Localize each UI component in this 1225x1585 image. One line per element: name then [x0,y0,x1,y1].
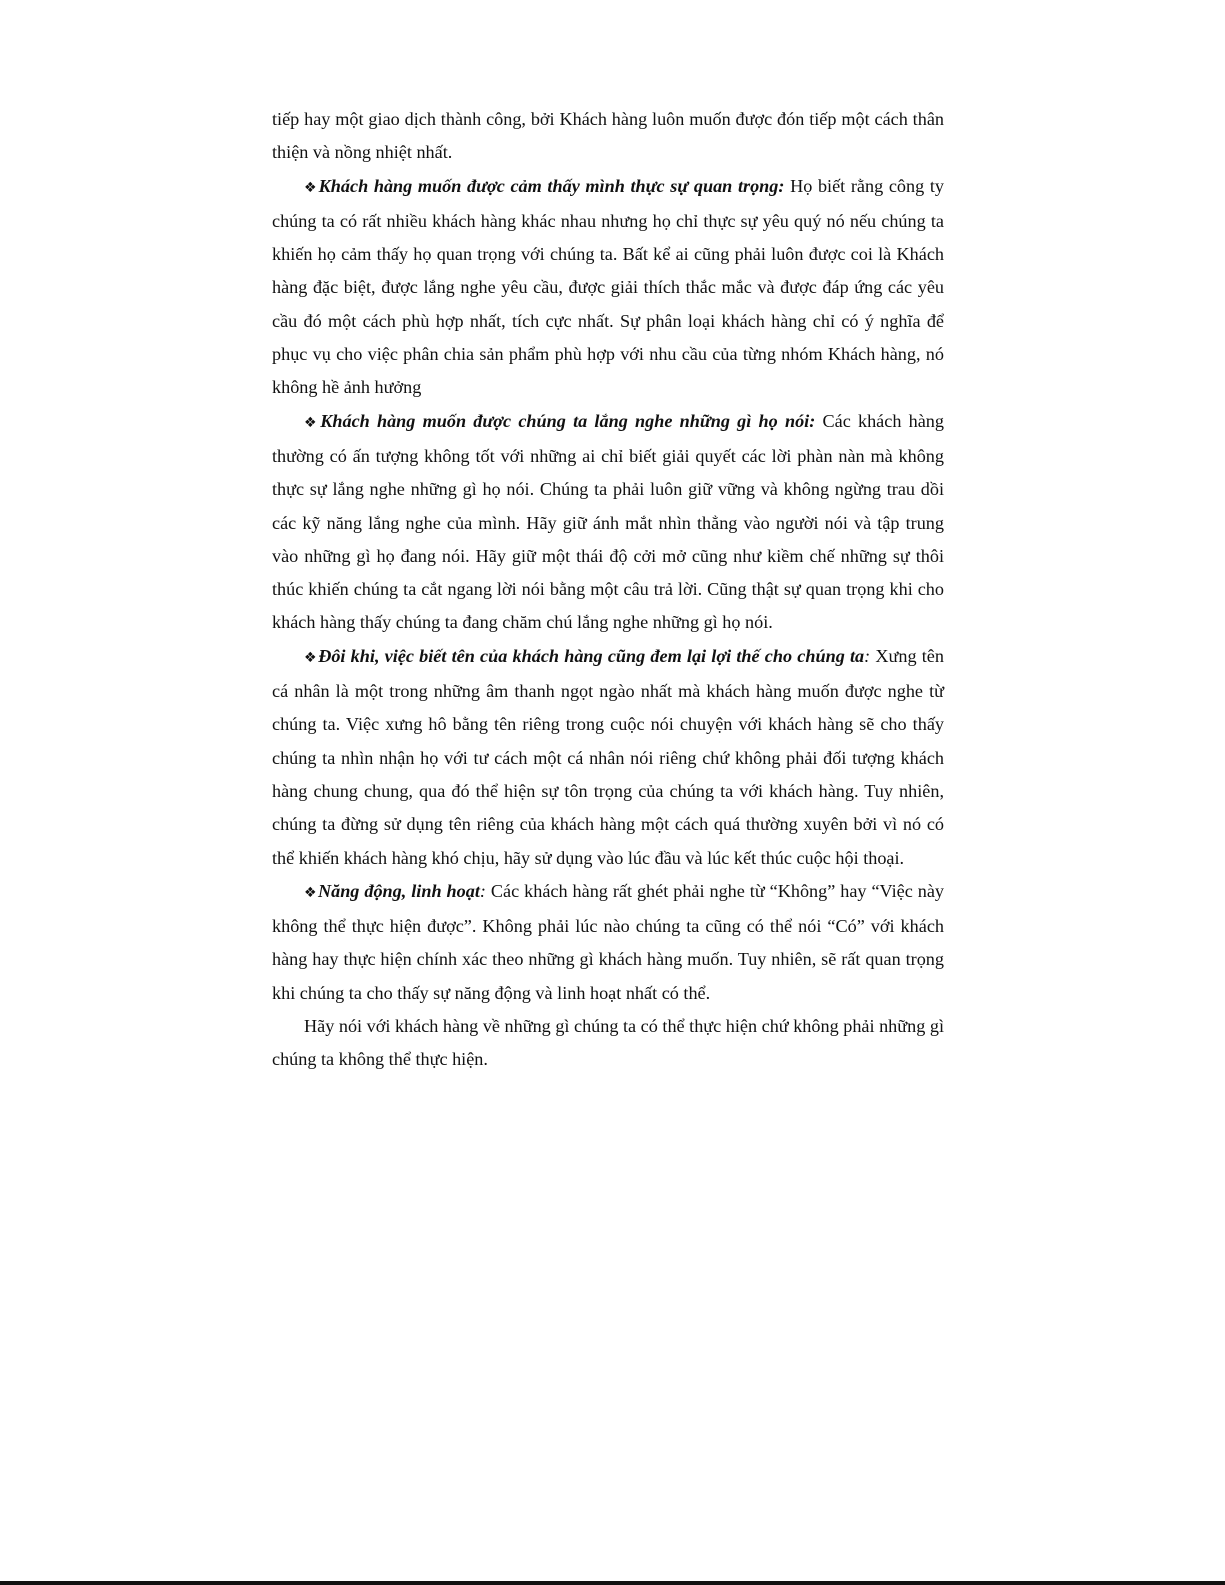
paragraph-text: Hãy nói với khách hàng về những gì chúng ta có thể thực hiện chứ không phải những gì chúng ta không thể thực hiện. [272,1016,945,1070]
paragraph-text: tiếp hay một giao dịch thành công, bởi Khách hàng luôn muốn được đón tiếp một cách thân thiện và nồng nhiệt nhất. [272,109,944,163]
bullet-heading [304,646,864,666]
diamond-bullet-icon: ❖ [304,884,317,901]
paragraph-continuation [272,103,944,170]
bullet-heading-text: Đôi khi, việc biết tên của khách hàng cũng đem lại lợi thế cho chúng ta [318,645,865,666]
closing-paragraph [272,1010,944,1077]
bullet-heading [304,881,480,901]
document-page [272,103,944,1077]
paragraph-text: Các khách hàng thường có ấn tượng không tốt với những ai chỉ biết giải quyết các lời phàn nàn mà không thực sự lắng nghe những gì họ nói. Chúng ta phải luôn giữ vững và không ngừng trau dồi các kỹ năng lắng nghe của mình. Hãy giữ ánh mắt nhìn thẳng vào người nói và tập trung vào những gì họ đang nói. Hãy giữ một thái độ cởi mở cũng như kiềm chế những sự thôi thúc khiến chúng ta cắt ngang lời nói bằng một câu trả lời. Cũng thật sự quan trọng khi cho khách hàng thấy chúng ta đang chăm chú lắng nghe những gì họ nói. [272,410,944,633]
diamond-bullet-icon: ❖ [304,179,318,196]
bullet-paragraph-flexible [272,875,944,1010]
bullet-heading-text: Khách hàng muốn được cảm thấy mình thực sự quan trọng: [318,175,785,196]
paragraph-text: Các khách hàng rất ghét phải nghe từ “Không” hay “Việc này không thể thực hiện được”. Không phải lúc nào chúng ta cũng có thể nói “Có” với khách hàng hay thực hiện chính xác theo những gì khách hàng muốn. Tuy nhiên, sẽ rất quan trọng khi chúng ta cho thấy sự năng động và linh hoạt nhất có thể. [272,880,944,1003]
bullet-heading-text: Năng động, linh hoạt [317,880,480,901]
paragraph-text: Họ biết rằng công ty chúng ta có rất nhiều khách hàng khác nhau nhưng họ chỉ thực sự yêu quý nó nếu chúng ta khiến họ cảm thấy họ quan trọng với chúng ta. Bất kể ai cũng phải luôn được coi là Khách hàng đặc biệt, được lắng nghe yêu cầu, được giải thích thắc mắc và được đáp ứng các yêu cầu đó một cách phù hợp nhất, tích cực nhất. Sự phân loại khách hàng chỉ có ý nghĩa để phục vụ cho việc phân chia sản phẩm phù hợp với nhu cầu của từng nhóm Khách hàng, nó không hề ảnh hưởng [272,175,944,398]
diamond-bullet-icon: ❖ [304,414,320,431]
bullet-heading-text: Khách hàng muốn được chúng ta lắng nghe những gì họ nói: [320,410,816,431]
heading-colon: : [479,880,486,901]
bullet-paragraph-listening [272,405,944,640]
bullet-heading [304,176,784,196]
bullet-heading [304,411,815,431]
bullet-paragraph-names [272,640,944,875]
paragraph-text: Xưng tên cá nhân là một trong những âm thanh ngọt ngào nhất mà khách hàng muốn được nghe từ chúng ta. Việc xưng hô bằng tên riêng trong cuộc nói chuyện với khách hàng sẽ cho thấy chúng ta nhìn nhận họ với tư cách một cá nhân nói riêng chứ không phải đối tượng khách hàng chung chung, qua đó thể hiện sự tôn trọng của chúng ta với khách hàng. Tuy nhiên, chúng ta đừng sử dụng tên riêng của khách hàng một cách quá thường xuyên bởi vì nó có thể khiến khách hàng khó chịu, hãy sử dụng vào lúc đầu và lúc kết thúc cuộc hội thoại. [272,645,944,868]
bottom-border-line [0,1581,1225,1585]
bullet-paragraph-important [272,170,944,405]
diamond-bullet-icon: ❖ [304,649,318,666]
heading-colon: : [864,645,871,666]
